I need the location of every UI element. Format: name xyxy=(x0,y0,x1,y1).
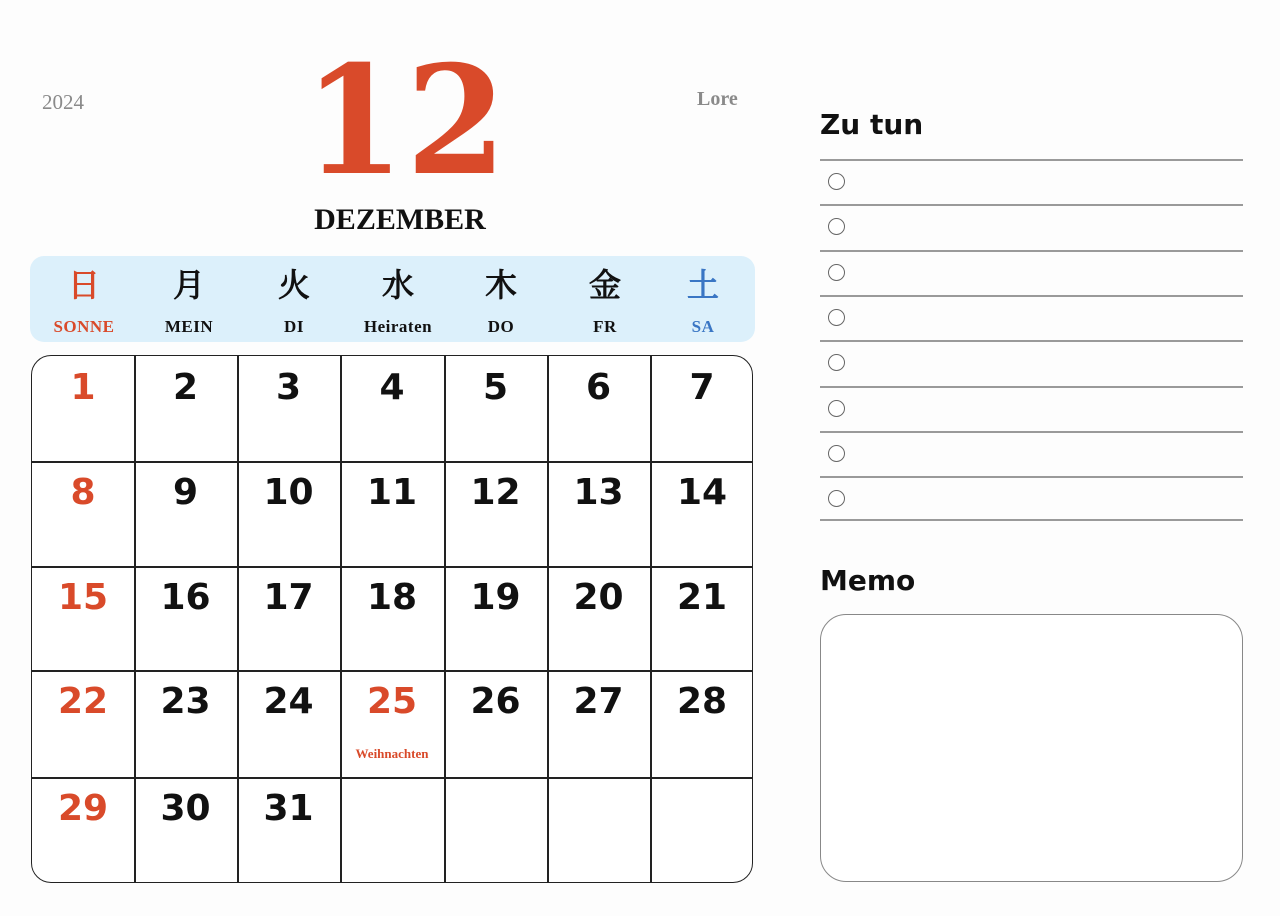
month-number: 12 xyxy=(304,33,509,209)
weekday-label: DO xyxy=(487,317,515,336)
day-cell[interactable]: 24 xyxy=(263,681,314,722)
todo-item[interactable] xyxy=(820,340,1243,385)
todo-checkbox[interactable] xyxy=(828,218,845,235)
brand-label: Lore xyxy=(697,88,738,110)
todo-item[interactable] xyxy=(820,250,1243,295)
todo-title: Zu tun xyxy=(820,108,924,141)
todo-checkbox[interactable] xyxy=(828,445,845,462)
weekday-label: Heiraten xyxy=(363,317,433,336)
todo-item[interactable] xyxy=(820,204,1243,249)
weekday-label: SONNE xyxy=(53,317,115,336)
day-cell[interactable]: 12 xyxy=(470,472,521,513)
weekday-kanji: 日 xyxy=(67,266,100,304)
day-cell[interactable]: 27 xyxy=(573,681,624,722)
year-label: 2024 xyxy=(42,90,84,114)
weekday-label: FR xyxy=(593,317,617,336)
weekday-5 xyxy=(555,256,655,342)
day-cell[interactable]: 21 xyxy=(676,577,728,618)
day-cell[interactable]: 7 xyxy=(689,367,715,408)
day-cell[interactable]: 25 xyxy=(366,681,418,722)
todo-item[interactable] xyxy=(820,386,1243,431)
weekday-kanji: 水 xyxy=(381,266,414,304)
day-cell[interactable]: 14 xyxy=(676,472,728,513)
day-cell[interactable]: 20 xyxy=(573,577,624,618)
todo-checkbox[interactable] xyxy=(828,309,845,326)
day-cell[interactable]: 28 xyxy=(676,681,728,722)
day-cell[interactable]: 22 xyxy=(57,681,109,722)
weekday-label: DI xyxy=(284,317,304,336)
month-name: DEZEMBER xyxy=(314,203,486,236)
weekday-kanji: 月 xyxy=(172,266,205,304)
weekday-label: MEIN xyxy=(164,317,214,336)
todo-checkbox[interactable] xyxy=(828,400,845,417)
day-cell[interactable]: 1 xyxy=(70,367,96,408)
day-cell[interactable]: 19 xyxy=(470,577,521,618)
day-cell[interactable]: 26 xyxy=(470,681,521,722)
holiday-label: Weihnachten xyxy=(355,746,429,761)
day-cell[interactable]: 17 xyxy=(263,577,314,618)
day-cell[interactable]: 5 xyxy=(482,367,509,408)
memo-title: Memo xyxy=(820,564,916,597)
day-cell[interactable]: 3 xyxy=(275,367,302,408)
day-cell[interactable]: 10 xyxy=(263,472,314,513)
day-cell[interactable]: 29 xyxy=(57,788,109,829)
day-cell[interactable]: 16 xyxy=(160,577,211,618)
weekday-6 xyxy=(653,256,753,342)
todo-item[interactable] xyxy=(820,159,1243,204)
day-cell[interactable]: 4 xyxy=(379,367,405,408)
day-cell[interactable]: 8 xyxy=(70,472,96,513)
day-cell[interactable]: 15 xyxy=(57,577,109,618)
memo-box[interactable] xyxy=(820,614,1243,882)
day-cell[interactable]: 6 xyxy=(585,367,612,408)
day-cell[interactable]: 13 xyxy=(573,472,624,513)
day-cell[interactable]: 18 xyxy=(366,577,418,618)
weekday-4 xyxy=(451,256,551,342)
weekday-1 xyxy=(139,256,239,342)
todo-item[interactable] xyxy=(820,295,1243,340)
day-cell[interactable]: 30 xyxy=(160,788,211,829)
todo-item[interactable] xyxy=(820,431,1243,476)
todo-checkbox[interactable] xyxy=(828,354,845,371)
weekday-label: SA xyxy=(691,317,715,336)
day-cell[interactable]: 2 xyxy=(172,367,199,408)
weekday-kanji: 土 xyxy=(686,266,719,304)
todo-checkbox[interactable] xyxy=(828,490,845,507)
weekday-header xyxy=(30,256,755,342)
todo-checkbox[interactable] xyxy=(828,173,845,190)
day-cell[interactable]: 23 xyxy=(160,681,211,722)
weekday-0 xyxy=(34,256,134,342)
calendar-grid xyxy=(31,355,753,883)
weekday-2 xyxy=(244,256,344,342)
day-cell[interactable]: 11 xyxy=(366,472,418,513)
day-cell[interactable]: 9 xyxy=(172,472,199,513)
todo-checkbox[interactable] xyxy=(828,264,845,281)
weekday-kanji: 金 xyxy=(588,266,621,304)
day-cell[interactable]: 31 xyxy=(263,788,314,829)
weekday-3 xyxy=(348,256,448,342)
weekday-kanji: 火 xyxy=(277,266,310,304)
todo-item[interactable] xyxy=(820,476,1243,521)
weekday-kanji: 木 xyxy=(484,266,517,304)
